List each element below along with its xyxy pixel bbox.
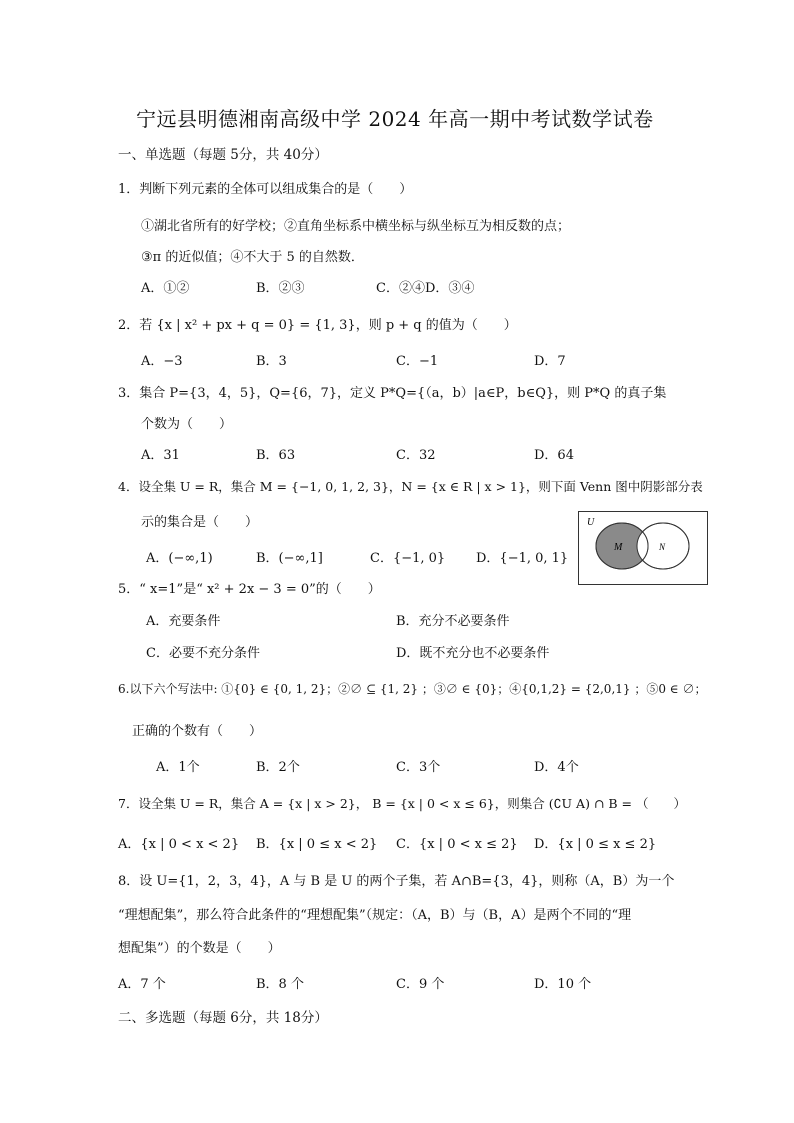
q4-option-c: C．{−1, 0} <box>370 551 446 566</box>
q5-stem: 5．“ x=1”是“ x² + 2x − 3 = 0”的（ ） <box>118 582 381 597</box>
q8-option-d: D．10 个 <box>534 977 592 992</box>
q8-stem-line2: “理想配集”，那么符合此条件的“理想配集”（规定：（A，B）与（B，A）是两个不同的“理 <box>118 908 632 923</box>
q1-option-a: A．①② <box>141 281 190 296</box>
exam-title: 宁远县明德湘南高级中学 2024 年高一期中考试数学试卷 <box>136 107 654 131</box>
q3-option-d: D．64 <box>534 448 574 463</box>
q8-stem-line3: 想配集”）的个数是（ ） <box>118 941 281 956</box>
q2-option-b: B．3 <box>256 354 287 369</box>
q3-option-c: C．32 <box>396 448 436 463</box>
q6-stem-cont: 正确的个数有（ ） <box>132 724 263 739</box>
q5-option-a: A．充要条件 <box>146 614 221 629</box>
q1-option-cd: C．②④D．③④ <box>376 281 475 296</box>
q7-option-b: B．{x | 0 ≤ x < 2} <box>256 837 378 852</box>
q2-option-c: C．−1 <box>396 354 439 369</box>
q5-option-c: C．必要不充分条件 <box>146 646 260 661</box>
q1-stem: 1．判断下列元素的全体可以组成集合的是（ ） <box>118 182 413 197</box>
q3-option-b: B．63 <box>256 448 296 463</box>
q4-option-a: A．(−∞,1) <box>146 551 213 566</box>
q4-stem-cont: 示的集合是（ ） <box>141 515 259 530</box>
q3-stem-cont: 个数为（ ） <box>141 417 233 432</box>
q1-statement-line2: ③π 的近似值；④不大于 5 的自然数． <box>141 250 364 265</box>
venn-diagram-figure <box>579 512 707 584</box>
venn-label-n: N <box>659 542 666 552</box>
q3-stem: 3．集合 P={3，4，5}，Q={6，7}，定义 P*Q={（a，b）|a∈P，b∈Q}，则 P*Q 的真子集 <box>118 386 667 401</box>
q3-option-a: A．31 <box>141 448 180 463</box>
q2-option-d: D．7 <box>534 354 566 369</box>
q5-option-b: B．充分不必要条件 <box>396 614 510 629</box>
q7-option-c: C．{x | 0 < x ≤ 2} <box>396 837 518 852</box>
q2-stem: 2．若 {x | x² + px + q = 0} = {1, 3}，则 p + q 的值为（ ） <box>118 318 517 333</box>
venn-diagram <box>578 511 708 585</box>
q6-option-b: B．2个 <box>256 760 300 775</box>
q6-option-a: A．1个 <box>156 760 200 775</box>
q4-option-d: D．{−1, 0, 1} <box>476 551 569 566</box>
q7-stem: 7．设全集 U = R，集合 A = {x | x > 2}， B = {x | 0 < x ≤ 6}，则集合 (∁U A) ∩ B = （ ） <box>118 796 686 811</box>
q5-option-d: D．既不充分也不必要条件 <box>396 646 550 661</box>
q6-stem: 6.以下六个写法中: ①{0} ∈ {0, 1, 2}；②∅ ⊆ {1, 2} ；③∅ ∈ {0}；④{0,1,2} = {2,0,1} ；⑤0 ∈ ∅； <box>118 682 707 696</box>
q1-option-b: B．②③ <box>256 281 305 296</box>
venn-universe-label: U <box>587 517 595 528</box>
q1-statement-line1: ①湖北省所有的好学校；②直角坐标系中横坐标与纵坐标互为相反数的点； <box>141 219 571 234</box>
q6-option-c: C．3个 <box>396 760 441 775</box>
q8-stem-line1: 8．设 U={1，2，3，4}，A 与 B 是 U 的两个子集，若 A∩B={3，4}，则称（A，B）为一个 <box>118 874 675 889</box>
q8-option-b: B．8 个 <box>256 977 304 992</box>
q2-option-a: A．−3 <box>141 354 183 369</box>
q4-option-b: B．(−∞,1] <box>256 551 323 566</box>
q4-stem: 4．设全集 U = R，集合 M = {−1, 0, 1, 2, 3}，N = {x ∈ R | x > 1}，则下面 Venn 图中阴影部分表 <box>118 479 703 494</box>
q7-option-d: D．{x | 0 ≤ x ≤ 2} <box>534 837 657 852</box>
q8-option-c: C．9 个 <box>396 977 445 992</box>
section-heading-multiple-choice: 二、多选题（每题 6分，共 18分） <box>118 1010 328 1026</box>
q7-option-a: A．{x | 0 < x < 2} <box>118 837 240 852</box>
section-heading-single-choice: 一、单选题（每题 5分，共 40分） <box>118 147 328 163</box>
venn-label-m: M <box>614 542 623 553</box>
q6-option-d: D．4个 <box>534 760 579 775</box>
q8-option-a: A．7 个 <box>118 977 166 992</box>
